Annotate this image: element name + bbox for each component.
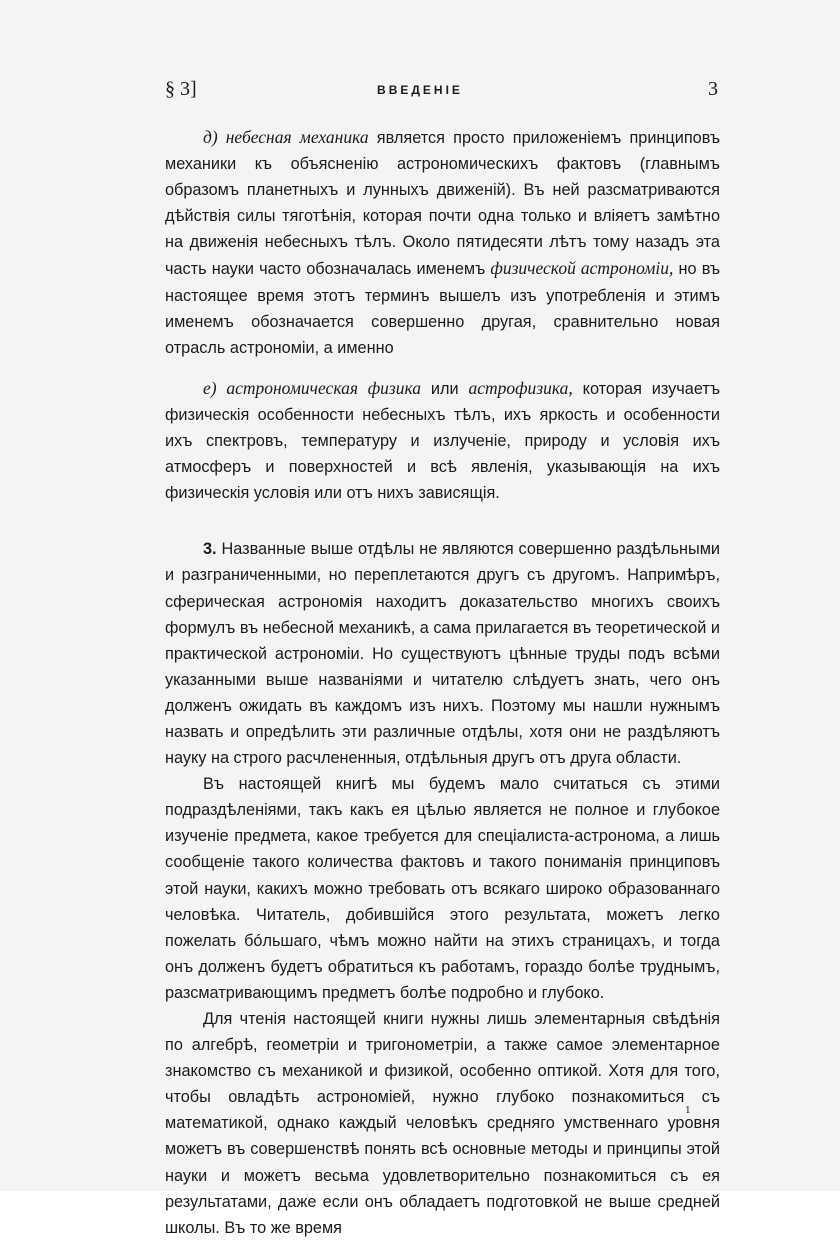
paragraph-text: Названные выше отдѣлы не являются совершенно раздѣльными и разграниченными, но переплетаются другъ съ другомъ. Напримѣръ, сферическая астрономія находитъ доказательство многихъ своихъ формулъ въ небесной механикѣ, а сама прилагается въ теоретической и практической астрономіи. Но существуютъ цѣнные труды подъ всѣми указанными выше названіями и читателю слѣдуетъ знать, чего онъ долженъ ожидать въ каждомъ изъ нихъ. Поэтому мы нашли нужнымъ назвать и опредѣлить эти различные отдѣлы, хотя они не раздѣляютъ науку на строго расчлененныя, отдѣльныя другъ отъ друга области. (165, 540, 720, 768)
italic-term: астрофизика, (468, 377, 573, 398)
paragraph-text: является просто приложеніемъ принциповъ механики къ объясненію астрономическихъ фактовъ (главнымъ образомъ планетныхъ и лунныхъ движеній). Въ ней разсматриваются дѣйствія силы тяготѣнія, которая почти одна только и вліяетъ замѣтно на движенія небесныхъ тѣлъ. Около пятидесяти лѣтъ тому назадъ эта часть науки часто обозначалась именемъ (165, 129, 720, 279)
chapter-title: ВВЕДЕНІЕ (377, 83, 463, 97)
running-header (0, 78, 840, 102)
paragraph-text: но въ настоящее время этотъ терминъ вышелъ изъ употребленія и этимъ именемъ обозначается совершенно другая, сравнительно новая отрасль астрономіи, а именно (165, 260, 721, 357)
section-number: 3. (203, 540, 217, 559)
page-body (165, 124, 720, 1241)
section-marker: § 3] (165, 78, 197, 100)
paragraph-section-3 (165, 536, 720, 771)
paragraph-book-purpose: Въ настоящей книгѣ мы будемъ мало считаться съ этими подраздѣленіями, такъ какъ ея цѣлью является не полное и глубокое изученіе предмета, какое требуется для спеціалиста-астронома, а лишь сообщеніе такого количества фактовъ и такого пониманія принциповъ этой науки, какихъ можно требовать отъ всякаго широко образованнаго человѣка. Читатель, добившійся этого результата, можетъ легко пожелать бóльшаго, чѣмъ можно найти на этихъ страницахъ, и тогда онъ долженъ будетъ обратиться къ работамъ, гораздо болѣе труднымъ, разсматривающимъ предметъ болѣе подробно и глубоко. (165, 775, 720, 1002)
page-number: 3 (708, 78, 718, 100)
signature-mark: 1 (685, 1104, 691, 1116)
paragraph-text: или (420, 379, 469, 398)
paragraph-celestial-mechanics (165, 124, 720, 361)
paragraph-text: которая изучаетъ физическія особенности небесныхъ тѣлъ, ихъ яркость и особенности ихъ спектровъ, температуру и излученіе, природу и условія ихъ атмосферъ и поверхностей и всѣ явленія, указывающія на ихъ физическія условія или отъ нихъ зависящія. (165, 379, 720, 503)
paragraph-astrophysics (165, 375, 720, 506)
item-label: д) небесная механика (203, 127, 369, 147)
item-label: е) астрономическая физика (203, 377, 421, 398)
paragraph-prerequisites: Для чтенія настоящей книги нужны лишь элементарныя свѣдѣнія по алгебрѣ, геометріи и тригонометріи, а также самое элементарное знакомство съ механикой и физикой, особенно оптикой. Хотя для того, чтобы овладѣть астрономіей, нужно глубоко познакомиться съ математикой, однако каждый человѣкъ средняго умственнаго уровня можетъ въ совершенствѣ понять всѣ основные методы и принципы этой науки и можетъ весьма удовлетворительно познакомиться съ ея результатами, даже если онъ обладаетъ подготовкой не выше средней школы. Въ то же время (165, 1010, 720, 1237)
italic-term: физической астрономіи, (490, 258, 674, 279)
